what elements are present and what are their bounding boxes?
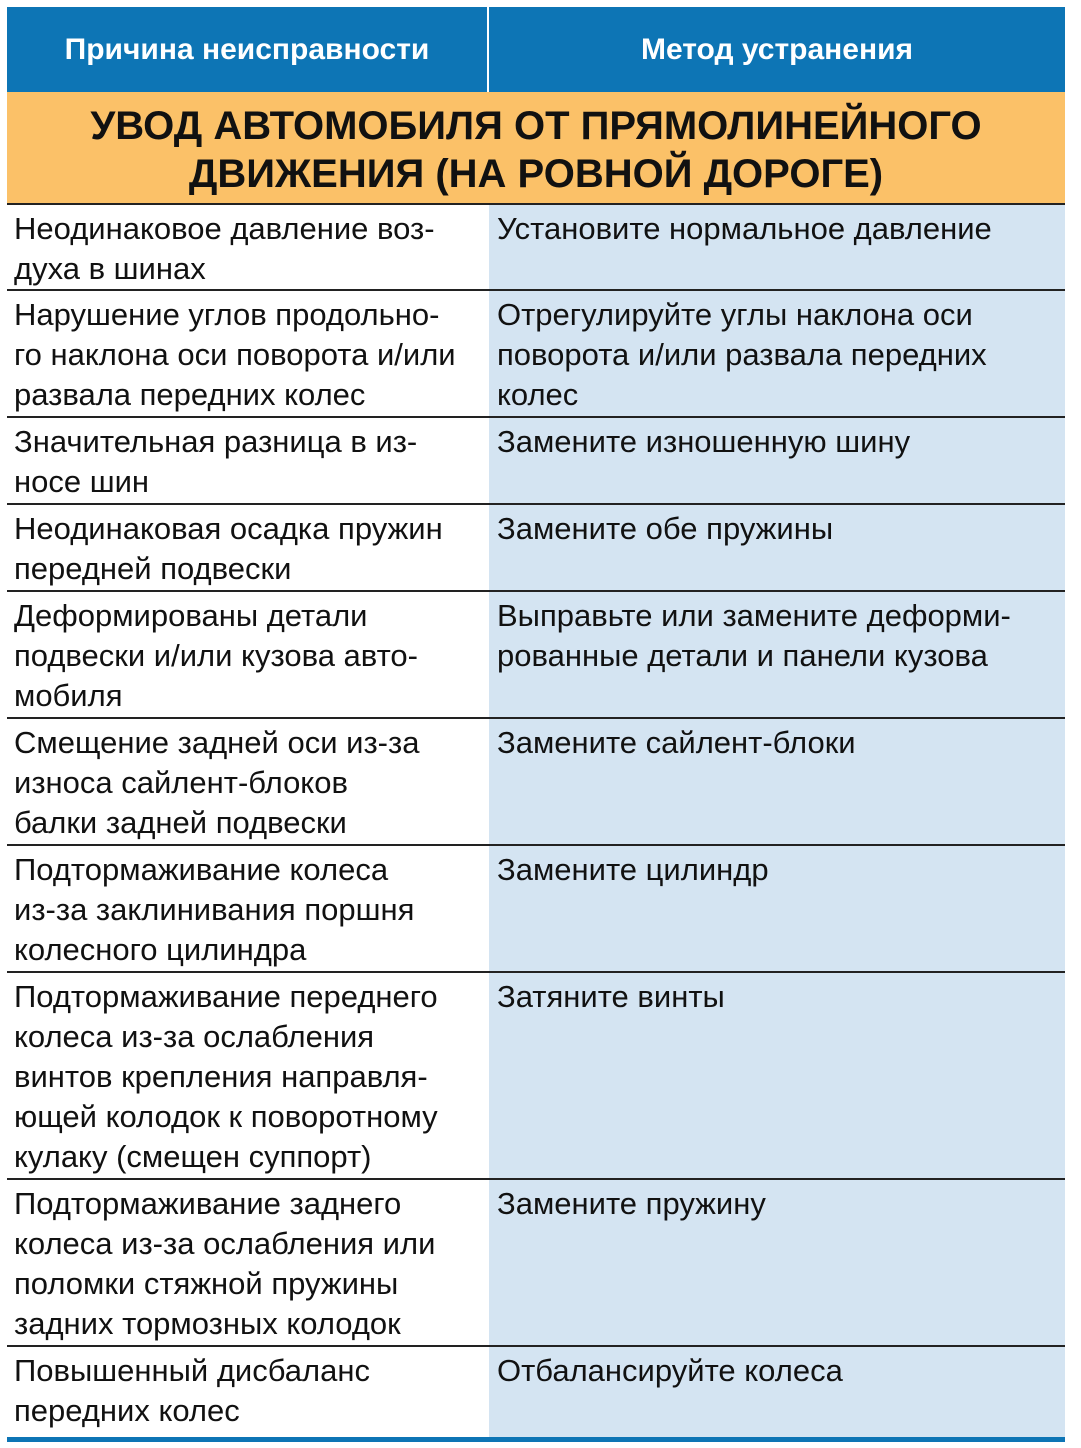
- cause-line: Подтормаживание заднего: [14, 1186, 402, 1221]
- cause-line: Смещение задней оси из-за: [14, 725, 420, 760]
- remedy-cell: [489, 973, 1065, 1178]
- remedy-line: поворота и/или развала передних: [497, 337, 987, 372]
- table-row: [7, 590, 1065, 717]
- table-row: [7, 203, 1065, 289]
- cause-cell: [7, 846, 489, 971]
- remedy-line: Отрегулируйте углы наклона оси: [497, 297, 973, 332]
- section-title: [7, 92, 1065, 203]
- cause-line: го наклона оси поворота и/или: [14, 337, 456, 372]
- cause-line: колесного цилиндра: [14, 932, 307, 967]
- cause-line: Повышенный дисбаланс: [14, 1353, 370, 1388]
- cause-line: задних тормозных колодок: [14, 1306, 401, 1341]
- cause-cell: [7, 592, 489, 717]
- cause-line: колеса из-за ослабления: [14, 1019, 375, 1054]
- cause-line: Подтормаживание переднего: [14, 979, 438, 1014]
- remedy-line: рованные детали и панели кузова: [497, 638, 988, 673]
- cause-line: балки задней подвески: [14, 805, 347, 840]
- table-row: [7, 1345, 1065, 1437]
- cause-line: Нарушение углов продольно-: [14, 297, 440, 332]
- remedy-cell: [489, 846, 1065, 971]
- remedy-line: Замените пружину: [497, 1186, 766, 1221]
- cause-column-header: Причина неисправности: [7, 7, 489, 92]
- table-row: [7, 844, 1065, 971]
- section-title-line-2: ДВИЖЕНИЯ (НА РОВНОЙ ДОРОГЕ): [188, 151, 884, 196]
- table-row: [7, 1178, 1065, 1345]
- cause-line: Значительная разница в из-: [14, 424, 418, 459]
- cause-line: Неодинаковая осадка пружин: [14, 511, 443, 546]
- cause-line: поломки стяжной пружины: [14, 1266, 399, 1301]
- table-header: [7, 7, 1065, 92]
- cause-line: передних колес: [14, 1393, 240, 1428]
- table-row: [7, 971, 1065, 1178]
- bottom-rule: [7, 1437, 1065, 1442]
- table-body: [7, 203, 1065, 1437]
- table-row: [7, 503, 1065, 590]
- cause-line: носе шин: [14, 464, 150, 499]
- remedy-cell: [489, 205, 1065, 289]
- remedy-cell: [489, 719, 1065, 844]
- cause-line: мобиля: [14, 678, 123, 713]
- remedy-line: Замените обе пружины: [497, 511, 834, 546]
- troubleshooting-table: [7, 7, 1065, 1442]
- cause-line: Неодинаковое давление воз-: [14, 211, 435, 246]
- cause-line: колеса из-за ослабления или: [14, 1226, 436, 1261]
- cause-line: подвески и/или кузова авто-: [14, 638, 418, 673]
- cause-cell: [7, 505, 489, 590]
- remedy-cell: [489, 1347, 1065, 1437]
- cause-line: передней подвески: [14, 551, 292, 586]
- cause-line: ющей колодок к поворотному: [14, 1099, 438, 1134]
- cause-cell: [7, 719, 489, 844]
- cause-cell: [7, 291, 489, 416]
- cause-line: Деформированы детали: [14, 598, 368, 633]
- table-row: [7, 289, 1065, 416]
- table-row: [7, 717, 1065, 844]
- cause-line: из-за заклинивания поршня: [14, 892, 415, 927]
- remedy-line: Замените сайлент-блоки: [497, 725, 856, 760]
- remedy-line: колес: [497, 377, 579, 412]
- cause-line: кулаку (смещен суппорт): [14, 1139, 372, 1174]
- remedy-cell: [489, 291, 1065, 416]
- remedy-cell: [489, 1180, 1065, 1345]
- cause-line: Подтормаживание колеса: [14, 852, 389, 887]
- remedy-line: Замените изношенную шину: [497, 424, 911, 459]
- table-row: [7, 416, 1065, 503]
- remedy-line: Замените цилиндр: [497, 852, 769, 887]
- cause-line: износа сайлент-блоков: [14, 765, 348, 800]
- cause-cell: [7, 418, 489, 503]
- cause-cell: [7, 1180, 489, 1345]
- remedy-column-header: Метод устранения: [640, 32, 914, 66]
- cause-line: винтов крепления направля-: [14, 1059, 428, 1094]
- cause-cell: [7, 973, 489, 1178]
- cause-cell: [7, 1347, 489, 1437]
- section-title-line-1: УВОД АВТОМОБИЛЯ ОТ ПРЯМОЛИНЕЙНОГО: [90, 103, 982, 148]
- cause-line: развала передних колес: [14, 377, 366, 412]
- remedy-line: Отбалансируйте колеса: [497, 1353, 843, 1388]
- cause-cell: [7, 205, 489, 289]
- remedy-line: Затяните винты: [497, 979, 725, 1014]
- remedy-line: Выправьте или замените деформи-: [497, 598, 1011, 633]
- remedy-line: Установите нормальное давление: [497, 211, 992, 246]
- cause-line: духа в шинах: [14, 251, 206, 286]
- remedy-cell: [489, 418, 1065, 503]
- remedy-cell: [489, 592, 1065, 717]
- remedy-cell: [489, 505, 1065, 590]
